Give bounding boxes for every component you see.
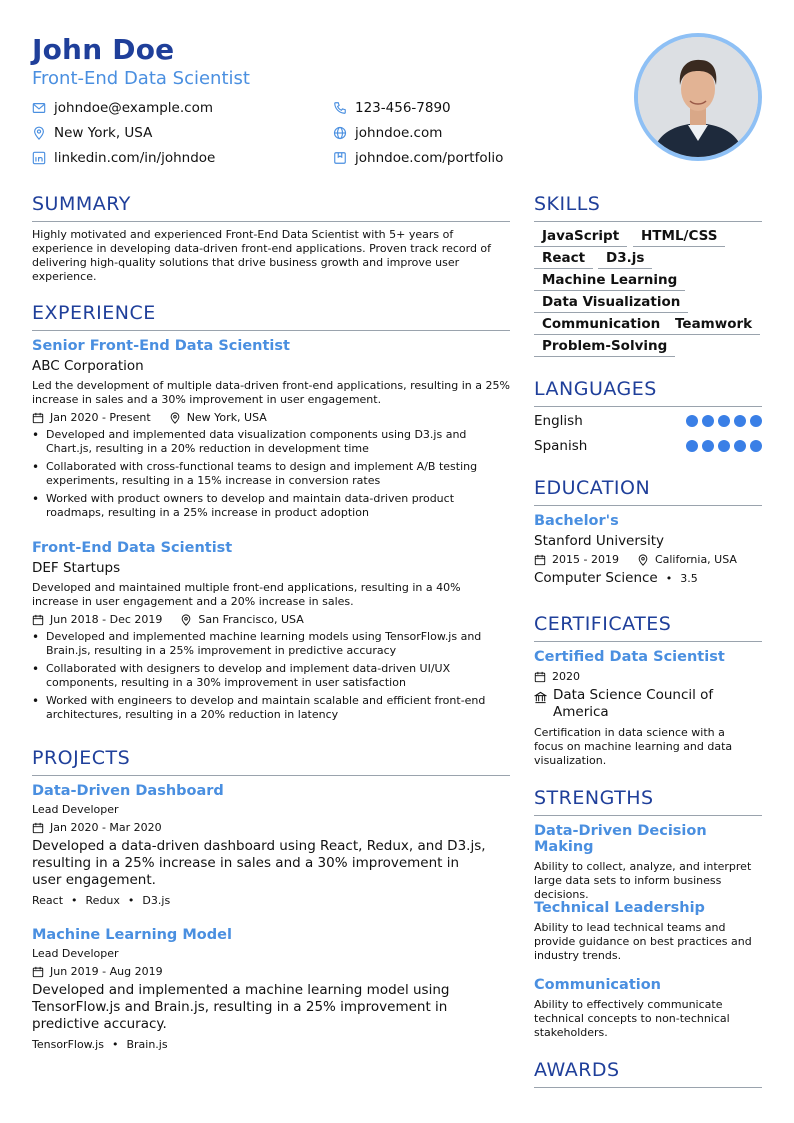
strengths-heading: STRENGTHS xyxy=(534,787,762,816)
profile-photo xyxy=(634,33,762,161)
education-location: California, USA xyxy=(654,553,737,566)
skill-tag: HTML/CSS xyxy=(633,228,725,247)
calendar-icon xyxy=(32,614,44,626)
strength-entry xyxy=(534,977,762,1040)
globe-icon xyxy=(333,126,347,140)
project-dates: Jan 2020 - Mar 2020 xyxy=(50,821,162,834)
education-degree: Bachelor's xyxy=(534,513,619,529)
project-tag: Brain.js xyxy=(126,1038,168,1051)
job-bullet: • Developed and implemented machine learning models using TensorFlow.js and Brain.js, resulting in a 25% improvement in predictive accuracy xyxy=(32,630,510,658)
language-level-dots xyxy=(682,440,762,452)
project-tag: Redux xyxy=(85,894,120,907)
strength-text: Ability to effectively communicate technical concepts to non-technical stakeholders. xyxy=(534,998,730,1039)
education-school: Stanford University xyxy=(534,533,664,549)
language-row xyxy=(534,438,762,454)
project-tag: React xyxy=(32,894,64,907)
project-tags: TensorFlow.js • Brain.js xyxy=(32,1038,168,1051)
job-meta xyxy=(32,411,510,424)
education-field-row: Computer Science • 3.5 xyxy=(534,570,698,586)
education-entry xyxy=(534,513,762,586)
certificate-description: Certification in data science with a focus on machine learning and data visualization. xyxy=(534,726,733,767)
portfolio-icon xyxy=(333,151,347,165)
job-entry xyxy=(32,338,510,524)
language-level-dots xyxy=(682,415,762,427)
contact-linkedin[interactable] xyxy=(32,150,215,166)
location-pin-icon xyxy=(32,126,46,140)
job-meta xyxy=(32,613,510,626)
level-dot xyxy=(702,440,714,452)
project-tag: D3.js xyxy=(142,894,171,907)
project-dates: Jun 2019 - Aug 2019 xyxy=(50,965,163,978)
job-bullets xyxy=(32,428,510,520)
calendar-icon xyxy=(32,412,44,424)
project-title: Data-Driven Dashboard xyxy=(32,783,224,799)
level-dot xyxy=(734,440,746,452)
awards-heading: AWARDS xyxy=(534,1059,762,1088)
skill-tag: Data Visualization xyxy=(534,294,688,313)
projects-heading: PROJECTS xyxy=(32,747,510,776)
calendar-icon xyxy=(32,822,44,834)
strength-title: Communication xyxy=(534,977,662,993)
institution-icon xyxy=(534,691,547,704)
level-dot xyxy=(702,415,714,427)
candidate-name: John Doe xyxy=(32,33,175,66)
contact-location xyxy=(32,125,152,141)
job-company: DEF Startups xyxy=(32,560,121,576)
certificate-issuer: Data Science Council of America xyxy=(553,687,714,720)
linkedin-icon xyxy=(32,151,46,165)
project-tag: TensorFlow.js xyxy=(32,1038,104,1051)
education-heading: EDUCATION xyxy=(534,477,762,506)
project-entry xyxy=(32,927,492,1051)
strength-entry xyxy=(534,823,762,902)
project-tags: React • Redux • D3.js xyxy=(32,894,171,907)
skills-heading: SKILLS xyxy=(534,193,762,222)
job-dates: Jun 2018 - Dec 2019 xyxy=(50,613,163,626)
phone-icon xyxy=(333,101,347,115)
level-dot xyxy=(718,440,730,452)
certificate-title: Certified Data Scientist xyxy=(534,649,725,665)
language-row xyxy=(534,413,762,429)
website-text: johndoe.com xyxy=(355,125,443,141)
strength-text: Ability to lead technical teams and provide guidance on best practices and industry trends. xyxy=(534,921,752,962)
strength-title: Data-Driven Decision Making xyxy=(534,823,707,855)
education-dates: 2015 - 2019 xyxy=(552,553,619,566)
project-title: Machine Learning Model xyxy=(32,927,232,943)
certificate-issuer-row xyxy=(534,687,762,721)
job-company: ABC Corporation xyxy=(32,358,144,374)
job-bullet: • Collaborated with cross-functional teams to design and implement A/B testing experiments, resulting in a 15% increase in conversion rates xyxy=(32,460,510,488)
education-meta xyxy=(534,553,762,566)
job-location: San Francisco, USA xyxy=(198,613,304,626)
project-role: Lead Developer xyxy=(32,947,119,960)
project-description: Developed a data-driven dashboard using React, Redux, and D3.js, resulting in a 25% increase in sales and a 30% improvement in user engagement. xyxy=(32,838,486,888)
linkedin-text: linkedin.com/in/johndoe xyxy=(54,150,216,166)
strength-text: Ability to collect, analyze, and interpret large data sets to inform business decisions. xyxy=(534,860,752,901)
job-location: New York, USA xyxy=(186,411,267,424)
contact-portfolio[interactable] xyxy=(333,150,503,166)
skill-tag: D3.js xyxy=(598,250,652,269)
level-dot xyxy=(750,440,762,452)
level-dot xyxy=(686,440,698,452)
education-field: Computer Science xyxy=(534,570,658,586)
job-description: Led the development of multiple data-driven front-end applications, resulting in a 25% increase in sales and a 30% improvement in user engagement. xyxy=(32,379,510,406)
experience-heading: EXPERIENCE xyxy=(32,302,510,331)
skills-list xyxy=(534,228,774,358)
job-bullet: • Worked with product owners to develop and maintain data-driven product roadmaps, resulting in a 25% increase in product adoption xyxy=(32,492,510,520)
level-dot xyxy=(718,415,730,427)
avatar-illustration xyxy=(638,37,758,157)
job-bullet: • Developed and implemented data visualization components using D3.js and Chart.js, resulting in a 20% reduction in development time xyxy=(32,428,510,456)
contact-phone[interactable] xyxy=(333,100,451,116)
strength-entry xyxy=(534,900,762,963)
language-name: English xyxy=(534,413,583,429)
level-dot xyxy=(686,415,698,427)
project-meta xyxy=(32,965,492,978)
certificate-year-row xyxy=(534,670,762,683)
job-dates: Jan 2020 - Present xyxy=(50,411,151,424)
level-dot xyxy=(750,415,762,427)
skill-tag: React xyxy=(534,250,593,269)
phone-text: 123-456-7890 xyxy=(355,100,451,116)
project-entry xyxy=(32,783,492,907)
skill-tag: Communication xyxy=(534,316,668,335)
project-description: Developed and implemented a machine learning model using TensorFlow.js and Brain.js, resulting in a 25% improvement in predictive accuracy. xyxy=(32,982,450,1032)
skill-tag: Teamwork xyxy=(667,316,760,335)
calendar-icon xyxy=(534,554,546,566)
languages-heading: LANGUAGES xyxy=(534,378,762,407)
candidate-title: Front-End Data Scientist xyxy=(32,68,250,89)
calendar-icon xyxy=(534,671,546,683)
education-gpa: 3.5 xyxy=(680,571,698,585)
job-description: Developed and maintained multiple front-end applications, resulting in a 40% increase in user engagement and a 20% increase in sales. xyxy=(32,581,461,608)
summary-text: Highly motivated and experienced Front-End Data Scientist with 5+ years of experience in developing data-driven front-end applications. Proven track record of delivering high-quality solutions that drive business growth and improve user experience. xyxy=(32,228,492,283)
project-meta xyxy=(32,821,492,834)
certificate-entry xyxy=(534,649,762,768)
location-pin-icon xyxy=(637,554,649,566)
job-bullets xyxy=(32,630,510,722)
job-bullet: • Collaborated with designers to develop and implement data-driven UI/UX components, resulting in a 30% improvement in user satisfaction xyxy=(32,662,510,690)
calendar-icon xyxy=(32,966,44,978)
strength-title: Technical Leadership xyxy=(534,900,705,916)
job-entry xyxy=(32,540,510,726)
level-dot xyxy=(734,415,746,427)
location-pin-icon xyxy=(180,614,192,626)
location-text: New York, USA xyxy=(54,125,153,141)
summary-heading: SUMMARY xyxy=(32,193,510,222)
location-pin-icon xyxy=(169,412,181,424)
email-icon xyxy=(32,101,46,115)
certificate-year: 2020 xyxy=(552,670,580,683)
project-role: Lead Developer xyxy=(32,803,119,816)
certificates-heading: CERTIFICATES xyxy=(534,613,762,642)
skill-tag: JavaScript xyxy=(534,228,627,247)
language-name: Spanish xyxy=(534,438,588,454)
skill-tag: Machine Learning xyxy=(534,272,685,291)
email-text: johndoe@example.com xyxy=(54,100,213,116)
skill-tag: Problem-Solving xyxy=(534,338,675,357)
contact-website[interactable] xyxy=(333,125,442,141)
job-title: Front-End Data Scientist xyxy=(32,540,233,556)
job-title: Senior Front-End Data Scientist xyxy=(32,338,290,354)
portfolio-text: johndoe.com/portfolio xyxy=(355,150,504,166)
job-bullet: • Worked with engineers to develop and maintain scalable and efficient front-end architectures, resulting in a 20% reduction in latency xyxy=(32,694,510,722)
contact-email[interactable] xyxy=(32,100,213,116)
